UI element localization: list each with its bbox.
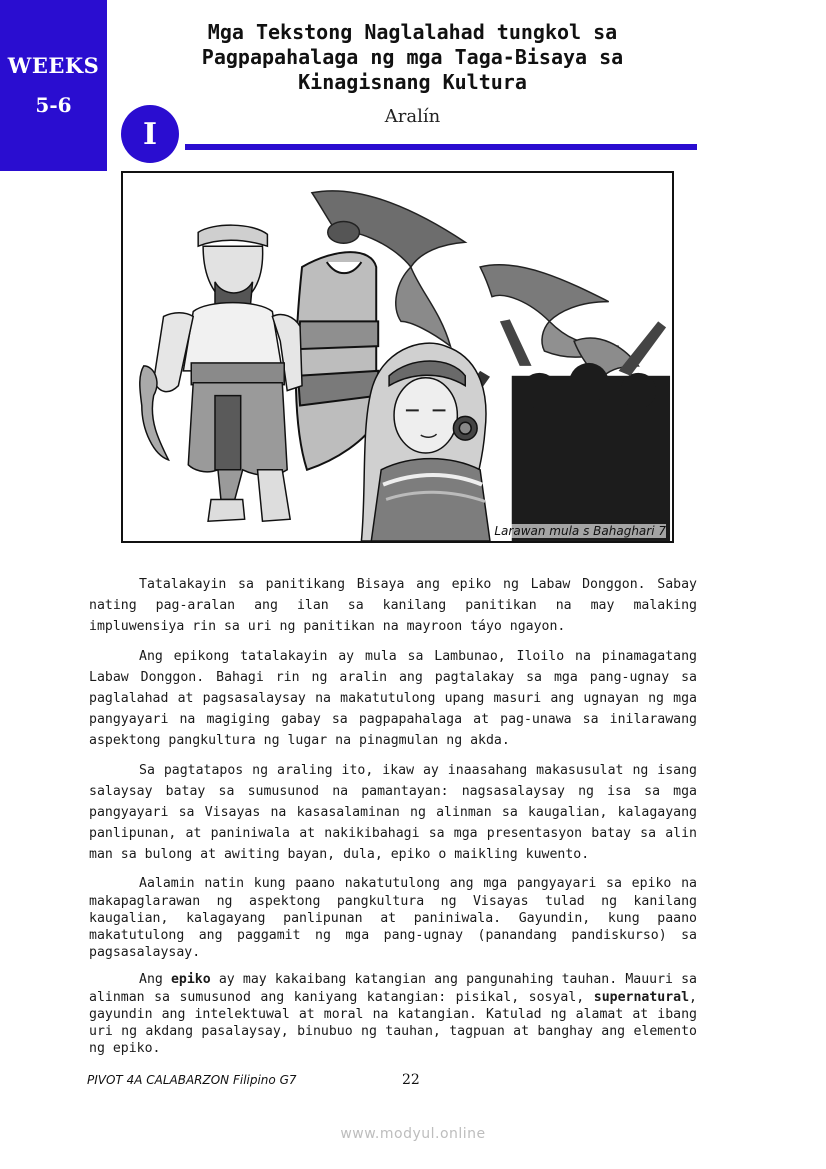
watermark: www.modyul.online xyxy=(340,1126,486,1142)
header-divider xyxy=(185,144,697,150)
princess-figure-icon xyxy=(361,343,490,541)
text-run: , gayundin ang intelektuwal at moral na katangian. Katulad ng alamat at ibang uri ng akdang pasalaysay, binubuo ng tauhan, tagpuan at banghay ang elemento ng epiko. xyxy=(89,989,697,1057)
keyword-epiko: epiko xyxy=(170,972,211,988)
text-run: Ang xyxy=(139,972,171,988)
section-label: Aralín xyxy=(384,106,441,127)
paragraph: Ang epikong tatalakayin ay mula sa Lambunao, Iloilo na pinamagatang Labaw Donggon. Bahagi rin ng aralin ang pagtalakay sa mga pang-ugnay sa paglalahad at pagsasalaysay na makatutulong upang masuri ang ugnayan ng mga pangyayari na magiging gabay sa pagpapahalaga at pag-unawa sa inilarawang aspektong pangkultura ng lugar na pinagmulan ng akda. xyxy=(89,649,697,748)
text-run: ay may kakaibang katangian ang pangunahing tauhan. Mauuri sa alinman sa sumusunod ang kaniyang katangian: pisikal, sosyal, xyxy=(89,972,697,1005)
keyword-supernatural: supernatural xyxy=(593,989,690,1005)
footer-source: PIVOT 4A CALABARZON Filipino G7 xyxy=(87,1073,297,1087)
weeks-tab xyxy=(0,0,107,171)
weeks-label: WEEKS xyxy=(7,53,100,78)
weeks-range: 5-6 xyxy=(35,93,72,117)
illustration-art xyxy=(123,173,672,541)
title-line: Pagpapahalaga ng mga Taga-Bisaya sa xyxy=(201,45,624,69)
page-number: 22 xyxy=(402,1072,420,1088)
paragraph: Sa pagtatapos ng araling ito, ikaw ay inaasahang makasusulat ng isang salaysay batay sa sumusunod na pamantayan: nagsasalaysay ng isa sa mga pangyayari sa Visayas na kasasalaminan ng alinman sa kaugalian, kalagayang panlipunan, at paniniwala at nakikibahagi sa mga presentasyon batay sa alin man sa bulong at awiting bayan, dula, epiko o maikling kuwento. xyxy=(89,763,697,862)
lesson-body xyxy=(89,575,697,1067)
title-line: Mga Tekstong Naglalahad tungkol sa xyxy=(207,20,618,44)
paragraph: Aalamin natin kung paano nakatutulong ang mga pangyayari sa epiko na makapaglarawan ng aspektong pangkultura ng Visayas tulad ng kanilang kaugalian, kalagayang panlipunan at paniniwala. Gayundin, kung paano makatutulong ang paggamit ng mga pang-ugnay (panandang pandiskurso) sa pagsasalaysay. xyxy=(89,876,697,961)
epic-illustration xyxy=(121,171,674,543)
paragraph-epiko xyxy=(89,971,697,1057)
section-badge: I xyxy=(121,105,179,163)
title-line: Kinagisnang Kultura xyxy=(298,70,527,94)
page-title xyxy=(150,20,675,95)
paragraph: Tatalakayin sa panitikang Bisaya ang epiko ng Labaw Donggon. Sabay nating pag-aralan ang ilan sa kanilang panitikan na may malaking impluwensiya rin sa uri ng panitikan na mayroon táyo ngayon. xyxy=(89,577,697,634)
image-credit: Larawan mula s Bahaghari 7 xyxy=(494,524,666,538)
